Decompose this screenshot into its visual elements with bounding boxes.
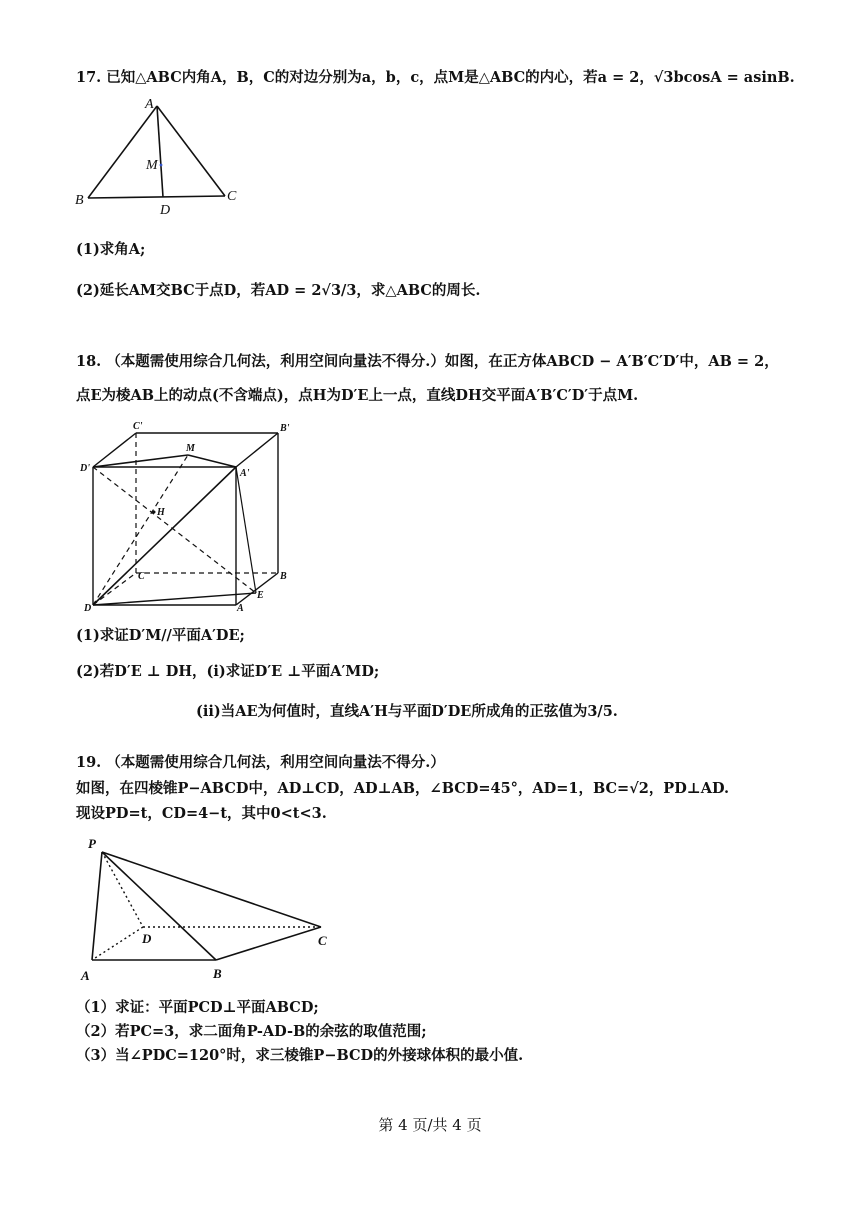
label-M: M [146,158,158,173]
q19-part2: （2）若PC=3，求二面角P-AD-B的余弦的取值范围; [76,1023,427,1040]
q19-stem-line1: 19. （本题需使用综合几何法，利用空间向量法不得分.） [76,754,445,771]
q18-part1: (1)求证D′M//平面A′DE; [76,627,245,644]
label-H: H [157,507,165,518]
label-D: D [160,203,171,218]
q18-stem-line1: 18. （本题需使用综合几何法，利用空间向量法不得分.）如图，在正方体ABCD − A′B′C′D′中，AB = 2， [76,353,779,370]
q17-triangle-figure [70,92,250,222]
label-C: C [318,933,327,948]
q19-part3: （3）当∠PDC=120°时，求三棱锥P−BCD的外接球体积的最小值. [76,1047,524,1064]
label-A: A [81,968,90,982]
q19-stem-line3: 现设PD=t，CD=4−t，其中0<t<3. [76,805,327,822]
label-A: A [237,603,244,614]
label-E: E [257,590,264,601]
label-D1: D' [80,463,90,474]
q18-cube-figure [70,415,310,620]
label-B: B [75,193,84,208]
label-A1: A' [240,468,250,479]
page-footer: 第 4 页/共 4 页 [378,1116,482,1134]
label-D: D [84,603,92,614]
label-C1: C' [133,421,143,432]
label-B1: B' [280,423,290,434]
label-C: C [138,571,145,582]
q18-part2: (2)若D′E ⊥ DH，(ⅰ)求证D′E ⊥平面A′MD; [76,663,380,680]
q17-part1: (1)求角A; [76,241,146,258]
label-B: B [280,571,287,582]
label-D: D [142,931,152,946]
q19-pyramid-figure [78,832,358,982]
q17-stem: 17. 已知△ABC内角A，B，C的对边分别为a，b，c，点M是△ABC的内心，若a = 2，√3bcosA = asinB. [76,69,795,86]
q17-part2: (2)延长AM交BC于点D，若AD = 2√3/3，求△ABC的周长. [76,282,481,299]
label-C: C [227,189,237,204]
q18-part3: (ⅱ)当AE为何值时，直线A′H与平面D′DE所成角的正弦值为3/5. [196,703,618,720]
q18-stem-line2: 点E为棱AB上的动点(不含端点)，点H为D′E上一点，直线DH交平面A′B′C′D′于点M. [76,387,639,404]
label-A: A [145,97,154,112]
label-B: B [213,966,222,981]
q19-part1: （1）求证：平面PCD⊥平面ABCD; [76,999,319,1016]
label-M: M [186,443,195,454]
label-P: P [88,836,96,851]
q19-stem-line2: 如图，在四棱锥P−ABCD中，AD⊥CD，AD⊥AB，∠BCD=45°，AD=1，BC=√2，PD⊥AD. [76,780,730,797]
